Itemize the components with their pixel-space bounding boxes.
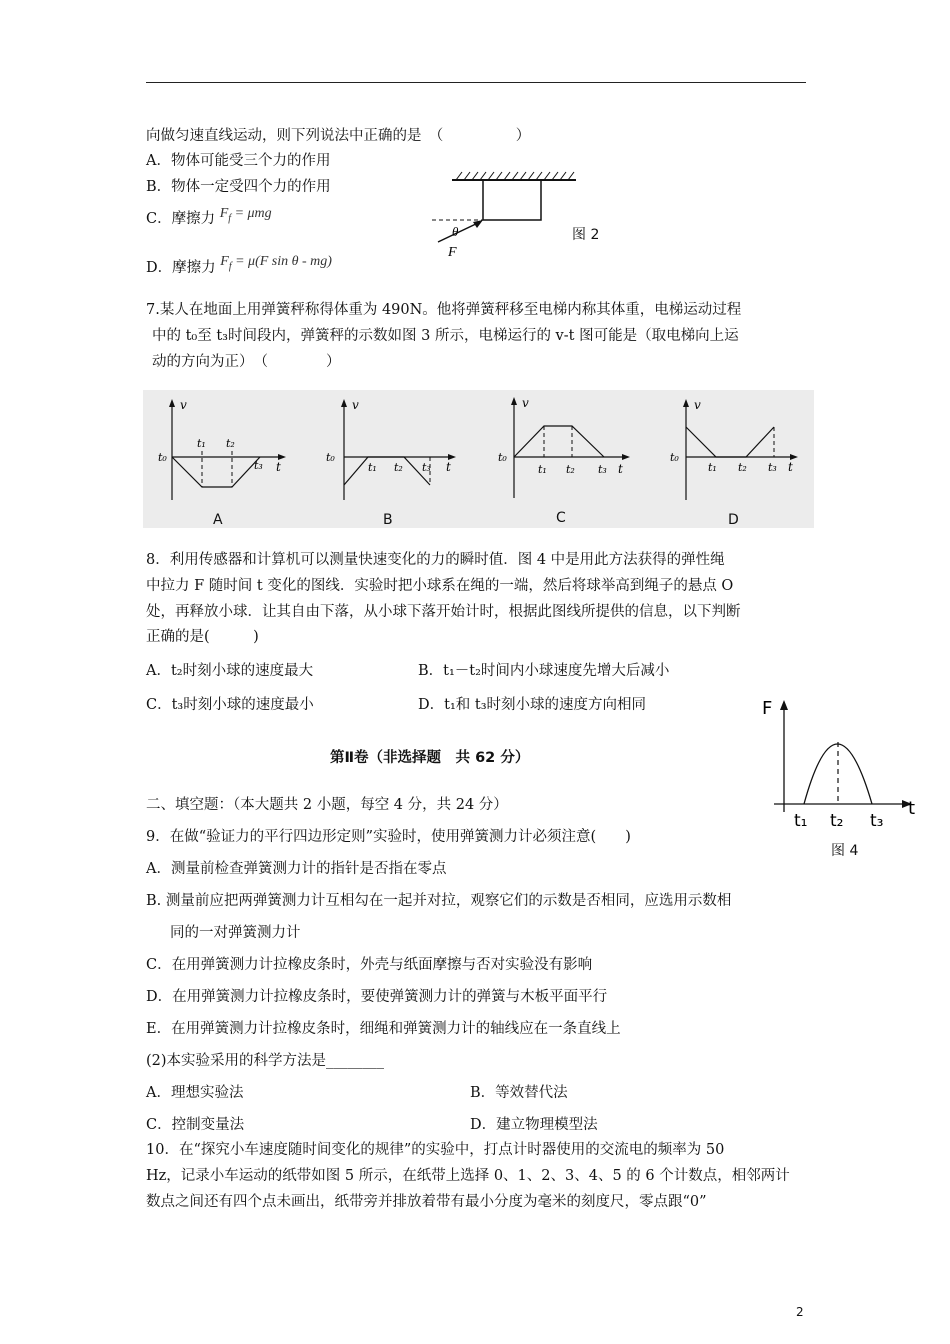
svg-text:t₁: t₁ <box>197 437 206 450</box>
svg-text:v: v <box>522 396 529 410</box>
q9-option-b-line-1: B. 测量前应把两弹簧测力计互相勾在一起并对拉，观察它们的示数是否相同，应选用示数相 <box>146 893 732 909</box>
q8-option-c: C．t₃时刻小球的速度最小 <box>146 697 314 713</box>
fig4-t3-label: t₃ <box>870 811 884 831</box>
svg-text:t: t <box>618 462 623 476</box>
svg-text:t₁: t₁ <box>708 461 717 474</box>
q8-option-b: B．t₁－t₂时间内小球速度先增大后减小 <box>418 663 670 679</box>
q10-line-2: Hz，记录小车运动的纸带如图 5 所示，在纸带上选择 0、1、2、3、4、5 的 6 个计数点，相邻两计 <box>146 1168 790 1184</box>
q6-option-d <box>146 254 332 284</box>
q6-stem: 向做匀速直线运动，则下列说法中正确的是 （ ） <box>146 128 531 144</box>
q6-option-d-label: D．摩擦力 <box>146 260 216 276</box>
svg-text:v: v <box>694 398 701 412</box>
fig2-ceiling-hatch <box>456 172 574 180</box>
fig4-y-arrow <box>780 700 788 710</box>
fig2-force-label: F <box>448 245 457 260</box>
q9-option-c: C．在用弹簧测力计拉橡皮条时，外壳与纸面摩擦与否对实验没有影响 <box>146 957 593 973</box>
q8-line-3: 处，再释放小球．让其自由下落，从小球下落开始计时，根据此图线所提供的信息，以下判断 <box>146 604 741 620</box>
fig4-f-label: F <box>762 698 773 719</box>
q7-graph-a <box>150 395 305 527</box>
q8-option-a: A．t₂时刻小球的速度最大 <box>146 663 314 679</box>
svg-text:t: t <box>446 460 451 474</box>
fig2-arrowhead <box>473 220 483 228</box>
q7-option-a-label: A <box>213 512 223 528</box>
fig2-theta-label: θ <box>452 224 459 239</box>
q8-line-4: 正确的是( ) <box>146 629 259 645</box>
figure-4-graph <box>750 692 930 834</box>
q7-graph-d <box>664 395 814 527</box>
q7-graph-c <box>492 393 647 525</box>
fig2-force-arrow <box>438 222 480 242</box>
svg-text:t: t <box>276 460 281 474</box>
q7-option-d-label: D <box>728 512 739 528</box>
q6-option-d-formula: $F_f = \mu(F$ sin θ - mg) <box>220 254 332 272</box>
svg-text:t₂: t₂ <box>226 437 235 450</box>
q9-sub-question-2: (2)本实验采用的科学方法是________ <box>146 1053 385 1069</box>
q7-line-3: 动的方向为正） （ ） <box>152 354 341 370</box>
page-number: 2 <box>796 1305 804 1319</box>
q10-line-3: 数点之间还有四个点未画出，纸带旁并排放着带有最小分度为毫米的刻度尺，零点跟“0” <box>146 1194 707 1210</box>
q8-line-1: 8．利用传感器和计算机可以测量快速变化的力的瞬时值．图 4 中是用此方法获得的弹性绳 <box>146 552 725 568</box>
svg-text:t₃: t₃ <box>768 461 777 474</box>
q7-option-c-label: C <box>556 510 566 526</box>
svg-text:t₀: t₀ <box>158 451 167 464</box>
svg-text:t₃: t₃ <box>254 459 263 472</box>
q9-method-c: C．控制变量法 <box>146 1117 245 1133</box>
q9-method-a: A．理想实验法 <box>146 1085 244 1101</box>
q10-line-1: 10．在“探究小车速度随时间变化的规律”的实验中，打点计时器使用的交流电的频率为 50 <box>146 1142 725 1158</box>
svg-text:t₁: t₁ <box>368 461 377 474</box>
q9-option-d: D．在用弹簧测力计拉橡皮条时，要使弹簧测力计的弹簧与木板平面平行 <box>146 989 608 1005</box>
q9-stem: 9．在做“验证力的平行四边形定则”实验时，使用弹簧测力计必须注意( ) <box>146 829 631 845</box>
q7-graph-b <box>322 395 472 527</box>
section-2-title: 第Ⅱ卷（非选择题 共 62 分） <box>330 750 530 766</box>
fig4-t-label: t <box>908 798 916 819</box>
q6-option-c <box>146 206 272 235</box>
q7-line-2: 中的 t₀至 t₃时间段内，弹簧秤的示数如图 3 所示，电梯运行的 v-t 图可能是（取电梯向上运 <box>152 328 739 344</box>
q6-option-b: B．物体一定受四个力的作用 <box>146 179 331 195</box>
svg-text:t₀: t₀ <box>670 451 679 464</box>
fig2-block <box>483 180 541 220</box>
figure-2-caption: 图 2 <box>572 227 600 243</box>
fig4-t1-label: t₁ <box>794 811 808 831</box>
q9-method-d: D．建立物理模型法 <box>470 1117 598 1133</box>
q8-option-d: D．t₁和 t₃时刻小球的速度方向相同 <box>418 697 647 713</box>
svg-text:t₃: t₃ <box>422 461 431 474</box>
svg-text:t₃: t₃ <box>598 463 607 476</box>
fig4-t2-label: t₂ <box>830 811 844 831</box>
figure-4-caption: 图 4 <box>831 843 859 859</box>
svg-text:t₂: t₂ <box>566 463 575 476</box>
svg-text:t₀: t₀ <box>498 451 507 464</box>
fill-in-header: 二、填空题：（本大题共 2 小题，每空 4 分，共 24 分） <box>146 797 508 813</box>
figure-2-diagram <box>420 168 620 268</box>
svg-text:t₂: t₂ <box>394 461 403 474</box>
q7-option-b-label: B <box>383 512 393 528</box>
svg-text:v: v <box>180 398 187 412</box>
svg-text:t₀: t₀ <box>326 451 335 464</box>
q9-option-b-line-2: 同的一对弹簧测力计 <box>170 925 301 941</box>
svg-text:t₂: t₂ <box>738 461 747 474</box>
svg-text:t₁: t₁ <box>538 463 547 476</box>
svg-text:v: v <box>352 398 359 412</box>
q8-line-2: 中拉力 F 随时间 t 变化的图线．实验时把小球系在绳的一端，然后将球举高到绳子的悬点 O <box>146 578 734 594</box>
q6-option-c-formula: $F_f = \mu mg$ <box>219 206 272 224</box>
q6-option-a: A．物体可能受三个力的作用 <box>146 153 331 169</box>
q9-option-e: E．在用弹簧测力计拉橡皮条时，细绳和弹簧测力计的轴线应在一条直线上 <box>146 1021 621 1037</box>
q7-line-1: 7.某人在地面上用弹簧秤称得体重为 490N。他将弹簧秤移至电梯内称其体重，电梯运动过程 <box>146 302 742 318</box>
svg-text:t: t <box>788 460 793 474</box>
header-rule <box>146 82 806 83</box>
q6-option-c-label: C．摩擦力 <box>146 211 216 227</box>
q9-method-b: B．等效替代法 <box>470 1085 568 1101</box>
q9-option-a: A．测量前检查弹簧测力计的指针是否指在零点 <box>146 861 447 877</box>
